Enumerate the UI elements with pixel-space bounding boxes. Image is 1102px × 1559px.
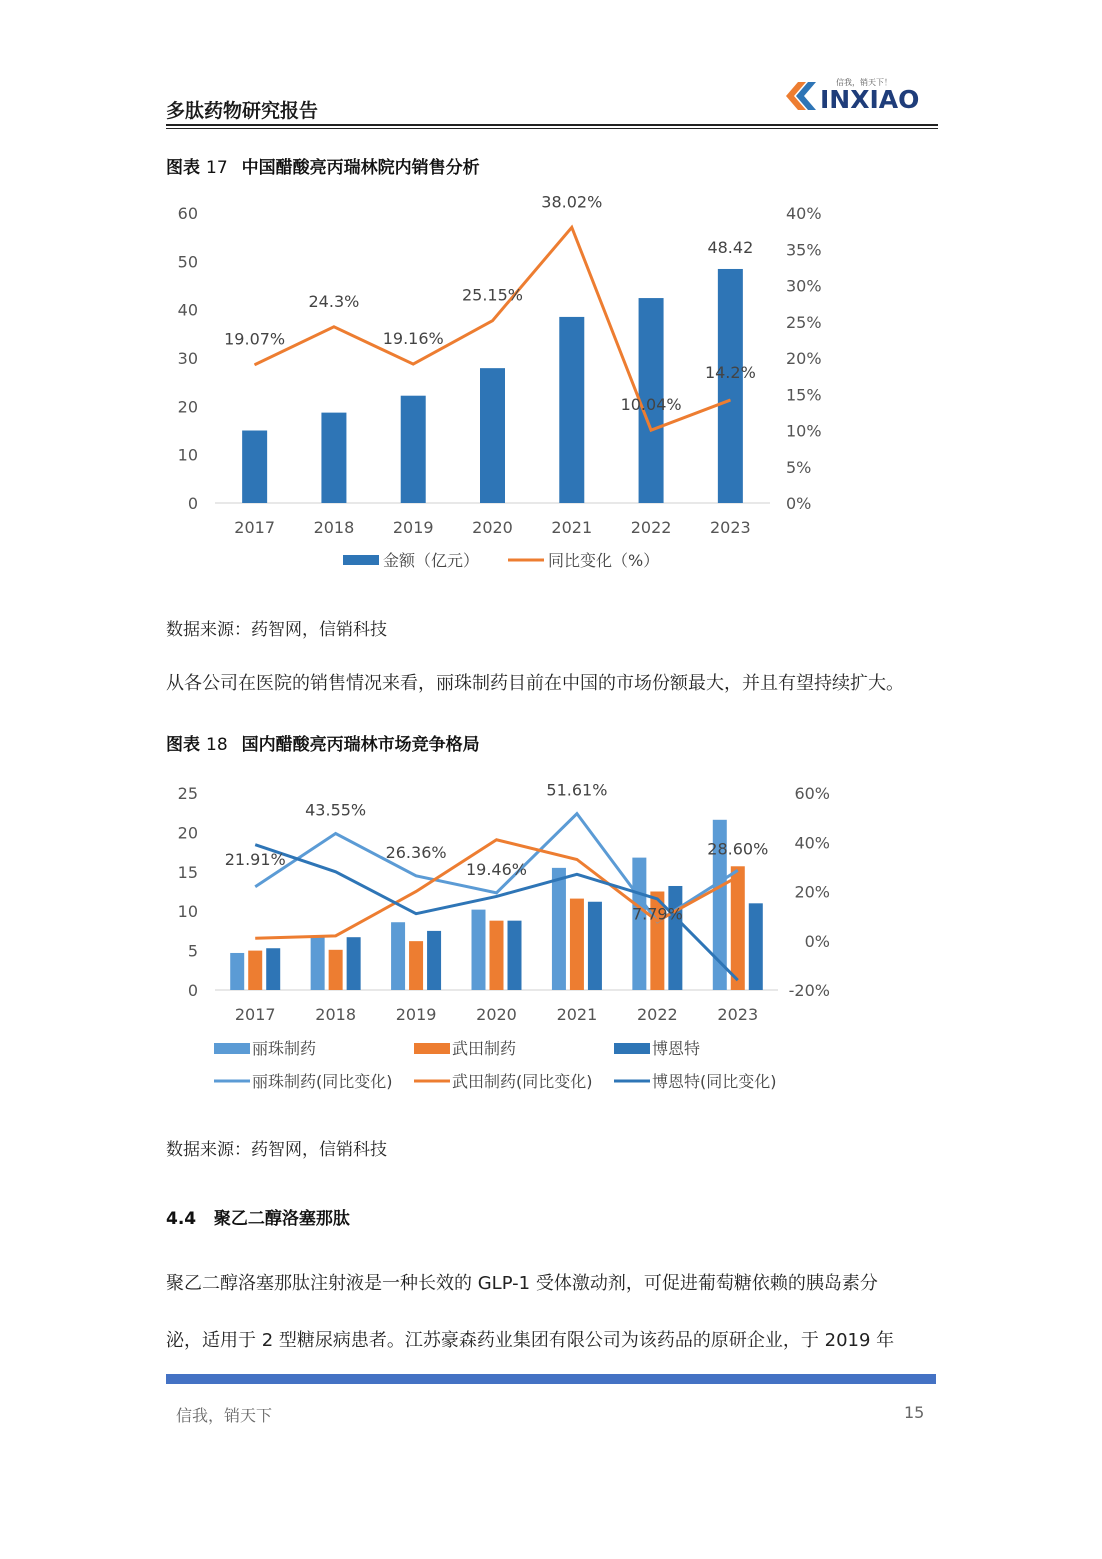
left-tick-label: 20 bbox=[177, 397, 198, 417]
line-data-label: 43.55% bbox=[305, 800, 367, 820]
bar-takeda bbox=[248, 951, 262, 990]
legend-label: 武田制药 bbox=[452, 1039, 517, 1058]
bar-takeda bbox=[731, 866, 745, 990]
left-tick-label: 10 bbox=[177, 445, 198, 465]
bar-boente bbox=[266, 948, 280, 990]
line-data-label: 21.91% bbox=[224, 849, 286, 869]
bar-boente bbox=[427, 931, 441, 990]
left-tick-label: 50 bbox=[177, 252, 198, 272]
legend-label-bar: 金额（亿元） bbox=[383, 551, 480, 570]
line-point bbox=[571, 227, 572, 228]
x-tick-label: 2021 bbox=[551, 518, 593, 537]
right-tick-label: 20% bbox=[794, 882, 830, 902]
source-note-17: 数据来源：药智网，信销科技 bbox=[166, 620, 387, 640]
legend-label: 丽珠制药(同比变化) bbox=[252, 1072, 393, 1091]
figure-17-title: 图表 17 中国醋酸亮丙瑞林院内销售分析 bbox=[166, 158, 480, 178]
line-point bbox=[413, 364, 414, 365]
right-tick-label: 10% bbox=[786, 421, 822, 441]
paragraph-line-2: 泌，适用于 2 型糖尿病患者。江苏豪森药业集团有限公司为该药品的原研企业，于 2019 年 bbox=[166, 1330, 895, 1351]
legend-swatch-bar bbox=[414, 1043, 450, 1054]
brand-logo bbox=[784, 74, 934, 118]
bar-amount bbox=[559, 317, 584, 503]
legend-swatch-bar bbox=[614, 1043, 650, 1054]
left-tick-label: 20 bbox=[177, 823, 198, 843]
x-tick-label: 2018 bbox=[315, 1005, 357, 1024]
line-data-label: 19.16% bbox=[382, 329, 444, 349]
line-point bbox=[492, 320, 493, 321]
x-tick-label: 2019 bbox=[395, 1005, 437, 1024]
header-rule-thin bbox=[166, 128, 938, 129]
line-data-label: 38.02% bbox=[541, 195, 603, 212]
bar-lizhu bbox=[230, 953, 244, 990]
right-tick-label: 20% bbox=[786, 349, 822, 368]
bar-takeda bbox=[570, 899, 584, 990]
line-data-label: 26.36% bbox=[385, 842, 447, 862]
right-tick-label: 0% bbox=[804, 931, 830, 951]
chart-sales-analysis bbox=[160, 195, 880, 590]
left-tick-label: 15 bbox=[177, 862, 198, 882]
legend-label: 武田制药(同比变化) bbox=[452, 1072, 593, 1091]
bar-takeda bbox=[490, 921, 504, 990]
left-tick-label: 40 bbox=[177, 300, 198, 320]
line-point bbox=[730, 400, 731, 401]
right-tick-label: 40% bbox=[794, 833, 830, 853]
logo-slogan: 信我，销天下！ bbox=[836, 78, 892, 87]
right-tick-label: 60% bbox=[794, 784, 830, 803]
header-rule bbox=[166, 124, 938, 126]
bar-boente bbox=[508, 921, 522, 990]
bar-takeda bbox=[329, 950, 343, 990]
bar-data-label: 48.42 bbox=[707, 237, 754, 257]
bar-amount bbox=[480, 368, 505, 503]
line-point bbox=[651, 430, 652, 431]
bar-lizhu bbox=[552, 868, 566, 990]
bar-lizhu bbox=[391, 922, 405, 990]
right-tick-label: -20% bbox=[788, 981, 830, 1000]
bar-lizhu bbox=[632, 858, 646, 990]
x-tick-label: 2021 bbox=[556, 1005, 598, 1024]
right-tick-label: 35% bbox=[786, 240, 822, 260]
source-note-18: 数据来源：药智网，信销科技 bbox=[166, 1140, 387, 1160]
line-data-label: 25.15% bbox=[461, 285, 524, 305]
logo-text: INXIAO bbox=[820, 85, 920, 114]
right-tick-label: 30% bbox=[786, 276, 822, 296]
x-tick-label: 2017 bbox=[234, 518, 276, 537]
bar-boente bbox=[668, 886, 682, 990]
bar-amount bbox=[321, 413, 346, 503]
report-title: 多肽药物研究报告 bbox=[166, 100, 319, 122]
right-tick-label: 40% bbox=[786, 204, 822, 223]
right-tick-label: 0% bbox=[786, 494, 812, 513]
right-tick-label: 15% bbox=[786, 385, 822, 405]
left-tick-label: 0 bbox=[187, 981, 198, 1000]
line-data-label: 10.04% bbox=[620, 395, 682, 415]
legend-swatch-bar bbox=[343, 555, 379, 565]
bar-lizhu bbox=[311, 936, 325, 990]
x-tick-label: 2017 bbox=[234, 1005, 276, 1024]
x-tick-label: 2023 bbox=[717, 1005, 759, 1024]
bar-amount bbox=[718, 269, 743, 503]
bar-boente bbox=[749, 903, 763, 990]
chart-competition bbox=[160, 775, 880, 1105]
x-tick-label: 2020 bbox=[476, 1005, 517, 1024]
line-data-label: 14.2% bbox=[704, 363, 756, 383]
page-number: 15 bbox=[904, 1403, 925, 1422]
line-data-label: 28.60% bbox=[707, 839, 769, 859]
left-tick-label: 10 bbox=[177, 902, 198, 922]
footer-slogan: 信我，销天下 bbox=[176, 1406, 273, 1425]
legend-label: 博恩特(同比变化) bbox=[652, 1072, 777, 1091]
paragraph-market-share: 从各公司在医院的销售情况来看，丽珠制药目前在中国的市场份额最大，并且有望持续扩大。 bbox=[166, 673, 904, 694]
footer-bar bbox=[166, 1374, 936, 1384]
x-tick-label: 2023 bbox=[709, 518, 751, 537]
section-heading: 4.4 聚乙二醇洛塞那肽 bbox=[166, 1209, 350, 1229]
line-data-label: 7.79% bbox=[631, 904, 683, 924]
legend-swatch-bar bbox=[214, 1043, 250, 1054]
legend-label: 丽珠制药 bbox=[252, 1039, 317, 1058]
line-data-label: 19.07% bbox=[224, 329, 286, 349]
left-tick-label: 60 bbox=[177, 204, 198, 223]
line-point bbox=[333, 326, 334, 327]
figure-18-title: 图表 18 国内醋酸亮丙瑞林市场竞争格局 bbox=[166, 735, 480, 755]
line-data-label: 24.3% bbox=[308, 291, 360, 311]
x-tick-label: 2020 bbox=[472, 518, 513, 537]
line-data-label: 51.61% bbox=[546, 780, 608, 800]
legend-label-line: 同比变化（%） bbox=[548, 551, 660, 570]
paragraph-line-1: 聚乙二醇洛塞那肽注射液是一种长效的 GLP-1 受体激动剂，可促进葡萄糖依赖的胰岛素分 bbox=[166, 1273, 878, 1294]
bar-takeda bbox=[409, 941, 423, 990]
line-point bbox=[254, 364, 255, 365]
right-tick-label: 25% bbox=[786, 312, 822, 332]
x-tick-label: 2019 bbox=[392, 518, 434, 537]
x-tick-label: 2018 bbox=[313, 518, 355, 537]
bar-amount bbox=[242, 431, 267, 504]
bar-amount bbox=[401, 396, 426, 503]
bar-boente bbox=[588, 902, 602, 990]
left-tick-label: 30 bbox=[177, 349, 198, 368]
left-tick-label: 5 bbox=[187, 941, 198, 961]
left-tick-label: 25 bbox=[177, 784, 198, 803]
bar-boente bbox=[347, 937, 361, 990]
legend-label: 博恩特 bbox=[652, 1039, 701, 1058]
bar-lizhu bbox=[472, 910, 486, 990]
x-tick-label: 2022 bbox=[636, 1005, 678, 1024]
right-tick-label: 5% bbox=[786, 457, 812, 477]
x-tick-label: 2022 bbox=[630, 518, 672, 537]
left-tick-label: 0 bbox=[187, 494, 198, 513]
line-data-label: 19.46% bbox=[465, 859, 528, 879]
